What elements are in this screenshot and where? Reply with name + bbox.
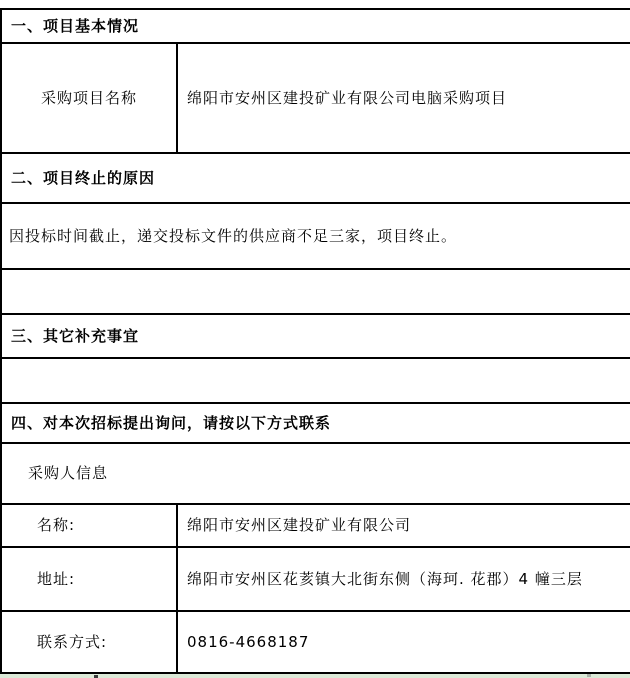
contact-phone-row [1, 611, 630, 673]
termination-reason-row [1, 203, 630, 269]
purchaser-info-label: 采购人信息 [1, 443, 630, 504]
empty-cell-1 [1, 269, 630, 314]
contact-name-label: 名称: [1, 504, 177, 547]
termination-reason-text: 因投标时间截止，递交投标文件的供应商不足三家，项目终止。 [1, 203, 630, 269]
section4-header-row [1, 403, 630, 443]
project-name-row [1, 43, 630, 153]
cutoff-content-strip [0, 674, 630, 678]
contact-phone-value: 0816-4668187 [177, 611, 630, 673]
project-name-label: 采购项目名称 [1, 43, 177, 153]
empty-row-1 [1, 269, 630, 314]
section2-title: 二、项目终止的原因 [1, 153, 630, 203]
project-name-value: 绵阳市安州区建投矿业有限公司电脑采购项目 [177, 43, 630, 153]
section1-header-row [1, 9, 630, 43]
strip-tick-gray [587, 674, 591, 677]
contact-name-row [1, 504, 630, 547]
announcement-table [0, 8, 630, 674]
contact-phone-label: 联系方式: [1, 611, 177, 673]
contact-address-label: 地址: [1, 547, 177, 611]
section2-header-row [1, 153, 630, 203]
purchaser-info-row [1, 443, 630, 504]
contact-address-row [1, 547, 630, 611]
section4-title: 四、对本次招标提出询问，请按以下方式联系 [1, 403, 630, 443]
section3-header-row [1, 314, 630, 358]
contact-name-value: 绵阳市安州区建投矿业有限公司 [177, 504, 630, 547]
section1-title: 一、项目基本情况 [1, 9, 630, 43]
contact-address-value: 绵阳市安州区花荄镇大北街东侧（海珂. 花郡）4 幢三层 [177, 547, 630, 611]
empty-row-2 [1, 358, 630, 403]
section3-title: 三、其它补充事宜 [1, 314, 630, 358]
empty-cell-2 [1, 358, 630, 403]
